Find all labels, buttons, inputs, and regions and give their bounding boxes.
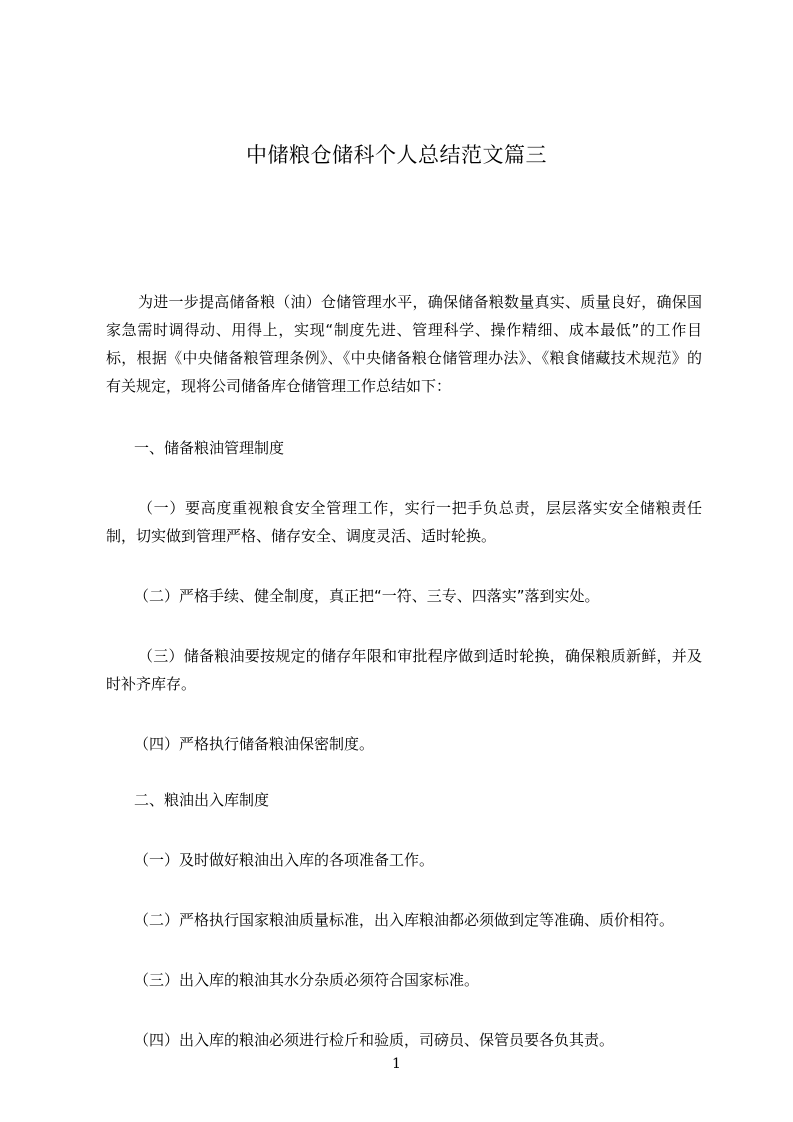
section-item: （二）严格手续、健全制度，真正把“一符、三专、四落实”落到实处。 xyxy=(134,587,600,605)
section-item: （一）要高度重视粮食安全管理工作，实行一把手负总责，层层落实安全储粮责任制，切实做到管理严格、储存安全、调度灵活、适时轮换。 xyxy=(106,499,702,545)
document-title: 中储粮仓储科个人总结范文篇三 xyxy=(246,143,547,167)
document-body xyxy=(106,288,702,1054)
section-item: （三）出入库的粮油其水分杂质必须符合国家标准。 xyxy=(134,971,480,989)
section-item: （四）出入库的粮油必须进行检斤和验质，司磅员、保管员要各负其责。 xyxy=(134,1031,615,1049)
section-heading: 二、粮油出入库制度 xyxy=(134,791,270,809)
section-item: （三）储备粮油要按规定的储存年限和审批程序做到适时轮换，确保粮质新鲜，并及时补齐库存。 xyxy=(106,647,702,693)
section-item: （四）严格执行储备粮油保密制度。 xyxy=(134,735,375,753)
section-item: （一）及时做好粮油出入库的各项准备工作。 xyxy=(134,851,435,869)
section-heading: 一、储备粮油管理制度 xyxy=(134,439,285,457)
intro-paragraph: 为进一步提高储备粮（油）仓储管理水平，确保储备粮数量真实、质量良好，确保国家急需时调得动、用得上，实现“制度先进、管理科学、操作精细、成本最低”的工作目标，根据《中央储备粮管理条例》、《中央储备粮仓储管理办法》、《粮食储藏技术规范》的有关规定，现将公司储备库仓储管理工作总结如下： xyxy=(106,293,702,395)
section-item: （二）严格执行国家粮油质量标准，出入库粮油都必须做到定等准确、质价相符。 xyxy=(134,911,675,929)
page-number: 1 xyxy=(392,1056,401,1072)
